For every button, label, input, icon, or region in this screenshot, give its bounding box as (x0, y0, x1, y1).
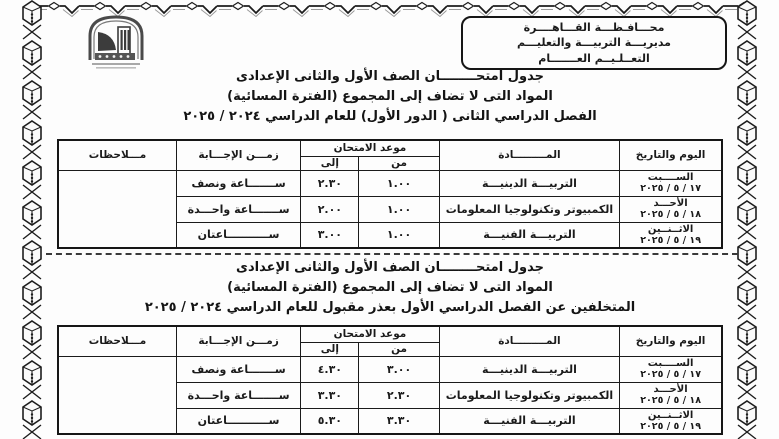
exam-date: ١٨ / ٥ / ٢٠٢٥ (640, 209, 701, 220)
col-header-exam-time: موعد الامتحان (301, 140, 439, 156)
schedule2-title (60, 258, 720, 318)
subject-cell: التربيـــة الدينيـــة (439, 356, 620, 382)
exam-table-makeup-session (57, 325, 723, 435)
schedule2-title-line3: المتخلفين عن الفصل الدراسي الأول بعذر مقبول للعام الدراسي ٢٠٢٤ / ٢٠٢٥ (144, 300, 636, 315)
exam-date: ١٧ / ٥ / ٢٠٢٥ (640, 369, 701, 380)
answer-duration-cell: ســـــــــــاعتان (176, 408, 300, 434)
answer-duration-cell: ســـــــاعة ونصف (176, 356, 300, 382)
left-border-ornament (20, 0, 44, 439)
time-to-cell: ٣.٠٠ (301, 222, 359, 248)
col-header-exam-time: موعد الامتحان (301, 326, 439, 342)
time-to-cell: ٣.٣٠ (301, 382, 359, 408)
day-name: الأحـــد (653, 384, 688, 395)
day-name: الاثــنــين (647, 409, 694, 421)
authority-line-directorate: مديريـــة التربيـــة والتعليـــم (516, 36, 671, 50)
notes-cell (58, 356, 176, 434)
day-name: الســــبت (647, 358, 694, 369)
col-header-notes: مـــلاحظات (58, 326, 176, 356)
col-header-answer-time: زمـــن الإجـــابة (176, 140, 300, 170)
col-header-from: من (359, 156, 439, 170)
subject-cell: التربيـــة الدينيـــة (439, 170, 620, 196)
exam-date: ١٨ / ٥ / ٢٠٢٥ (640, 395, 701, 406)
col-header-to: إلى (301, 342, 359, 356)
authority-line-general-education: التعــلـيــم العـــــــام (538, 51, 650, 65)
subject-cell: الكمبيوتر وتكنولوجيا المعلومات (439, 196, 620, 222)
day-date-cell (620, 382, 722, 408)
day-date-cell (620, 196, 722, 222)
day-name: الســــبت (647, 172, 694, 183)
governorate-emblem-logo (82, 12, 150, 74)
subject-cell: الكمبيوتر وتكنولوجيا المعلومات (439, 382, 620, 408)
col-header-subject: المـــــــــادة (439, 140, 620, 170)
answer-duration-cell: ســـــــاعة ونصف (176, 170, 300, 196)
day-name: الاثــنــين (647, 223, 694, 235)
day-date-cell (620, 222, 722, 248)
time-from-cell: ١.٠٠ (359, 196, 439, 222)
section-separator (46, 253, 738, 255)
time-from-cell: ٢.٣٠ (359, 382, 439, 408)
day-date-cell (620, 356, 722, 382)
day-date-cell (620, 170, 722, 196)
schedule1-title-line2: المواد التى لا تضاف إلى المجموع (الفترة المسائية) (227, 89, 553, 104)
table-row (58, 356, 722, 382)
table-row (58, 170, 722, 196)
day-name: الأحـــد (653, 198, 688, 209)
exam-date: ١٩ / ٥ / ٢٠٢٥ (640, 420, 701, 432)
answer-duration-cell: ســـــــاعة واحـــدة (176, 196, 300, 222)
exam-table-main-session (57, 139, 723, 249)
col-header-from: من (359, 342, 439, 356)
exam-date: ١٧ / ٥ / ٢٠٢٥ (640, 183, 701, 194)
col-header-day-date: اليوم والتاريخ (620, 140, 722, 170)
schedule2-title-line2: المواد التى لا تضاف إلى المجموع (الفترة المسائية) (227, 280, 553, 295)
time-to-cell: ٤.٣٠ (301, 356, 359, 382)
right-border-ornament (735, 0, 759, 439)
exam-date: ١٩ / ٥ / ٢٠٢٥ (640, 234, 701, 246)
time-from-cell: ١.٠٠ (359, 170, 439, 196)
col-header-answer-time: زمـــن الإجـــابة (176, 326, 300, 356)
time-from-cell: ٣.٣٠ (359, 408, 439, 434)
authority-line-governorate: محـــافـظـــة القـــاهــــرة (523, 20, 665, 34)
answer-duration-cell: ســـــــــــاعتان (176, 222, 300, 248)
schedule1-title-line3: الفصل الدراسي الثانى ( الدور الأول) للعام الدراسي ٢٠٢٤ / ٢٠٢٥ (183, 109, 597, 124)
time-from-cell: ٣.٠٠ (359, 356, 439, 382)
authority-header-box (461, 16, 727, 70)
schedule1-title-line1: جدول امتحــــــــان الصف الأول والثانى الإعدادى (236, 69, 544, 84)
time-to-cell: ٢.٠٠ (301, 196, 359, 222)
notes-cell (58, 170, 176, 248)
col-header-to: إلى (301, 156, 359, 170)
schedule1-title (60, 67, 720, 127)
time-to-cell: ٢.٣٠ (301, 170, 359, 196)
col-header-subject: المـــــــــادة (439, 326, 620, 356)
time-to-cell: ٥.٣٠ (301, 408, 359, 434)
schedule2-title-line1: جدول امتحــــــــان الصف الأول والثانى الإعدادى (236, 260, 544, 275)
subject-cell: التربيـــة الفنيـــة (439, 408, 620, 434)
col-header-day-date: اليوم والتاريخ (620, 326, 722, 356)
answer-duration-cell: ســـــــاعة واحـــدة (176, 382, 300, 408)
day-date-cell (620, 408, 722, 434)
col-header-notes: مـــلاحظات (58, 140, 176, 170)
time-from-cell: ١.٠٠ (359, 222, 439, 248)
subject-cell: التربيـــة الفنيـــة (439, 222, 620, 248)
